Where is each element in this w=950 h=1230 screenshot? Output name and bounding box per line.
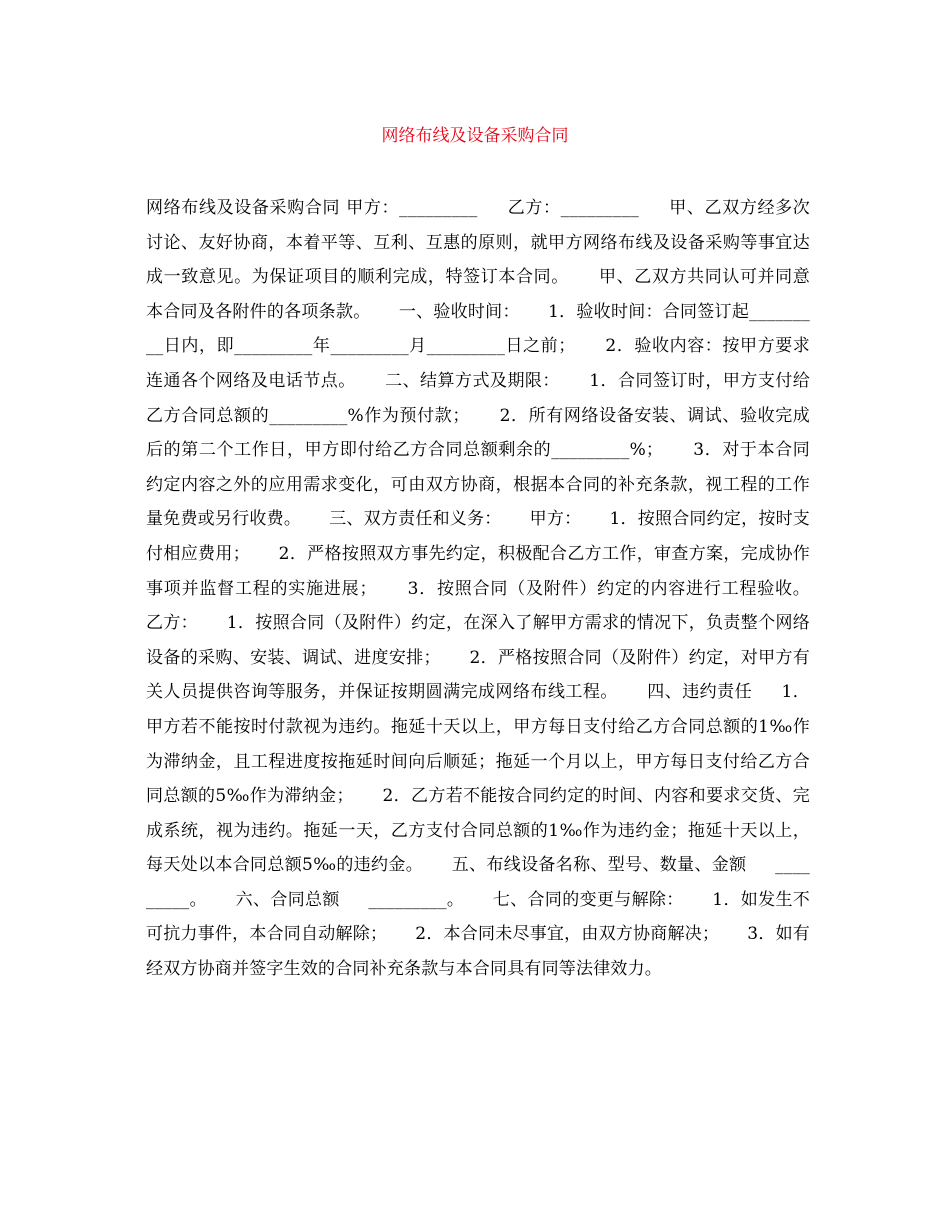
contract-body-text: 网络布线及设备采购合同 甲方：_________ 乙方：_________ 甲、乙双方经多次讨论、友好协商，本着平等、互利、互惠的原则，就甲方网络布线及设备采购等事宜达成一致意见。为保证项目的顺利完成，特签订本合同。 甲、乙双方共同认可并同意本合同及各附件的各项条款。 一、验收时间： 1．验收时间：合同签订起_________日内，即_________年_________月_________日之前； 2．验收内容：按甲方要求连通各个网络及电话节点。 二、结算方式及期限： 1．合同签订时，甲方支付给乙方合同总额的_________%作为预付款； 2．所有网络设备安装、调试、验收完成后的第二个工作日，甲方即付给乙方合同总额剩余的_________%； 3．对于本合同约定内容之外的应用需求变化，可由双方协商，根据本合同的补充条款，视工程的工作量免费或另行收费。 三、双方责任和义务： 甲方： 1．按照合同约定，按时支付相应费用； 2．严格按照双方事先约定，积极配合乙方工作，审查方案，完成协作事项并监督工程的实施进展； 3．按照合同（及附件）约定的内容进行工程验收。 乙方： 1．按照合同（及附件）约定，在深入了解甲方需求的情况下，负责整个网络设备的采购、安装、调试、进度安排； 2．严格按照合同（及附件）约定，对甲方有关人员提供咨询等服务，并保证按期圆满完成网络布线工程。 四、违约责任 1．甲方若不能按时付款视为违约。拖延十天以上，甲方每日支付给乙方合同总额的1‰作为滞纳金，且工程进度按拖延时间向后顺延；拖延一个月以上，甲方每日支付给乙方合同总额的5‰作为滞纳金； 2．乙方若不能按合同约定的时间、内容和要求交货、完成系统，视为违约。拖延一天，乙方支付合同总额的1‰作为违约金；拖延十天以上，每天处以本合同总额5‰的违约金。 五、布线设备名称、型号、数量、金额 _________。 六、合同总额 _________。 七、合同的变更与解除： 1．如发生不可抗力事件，本合同自动解除； 2．本合同未尽事宜，由双方协商解决； 3．如有经双方协商并签字生效的合同补充条款与本合同具有同等法律效力。 xyxy=(146,198,839,980)
document-title: 网络布线及设备采购合同 xyxy=(381,126,569,146)
